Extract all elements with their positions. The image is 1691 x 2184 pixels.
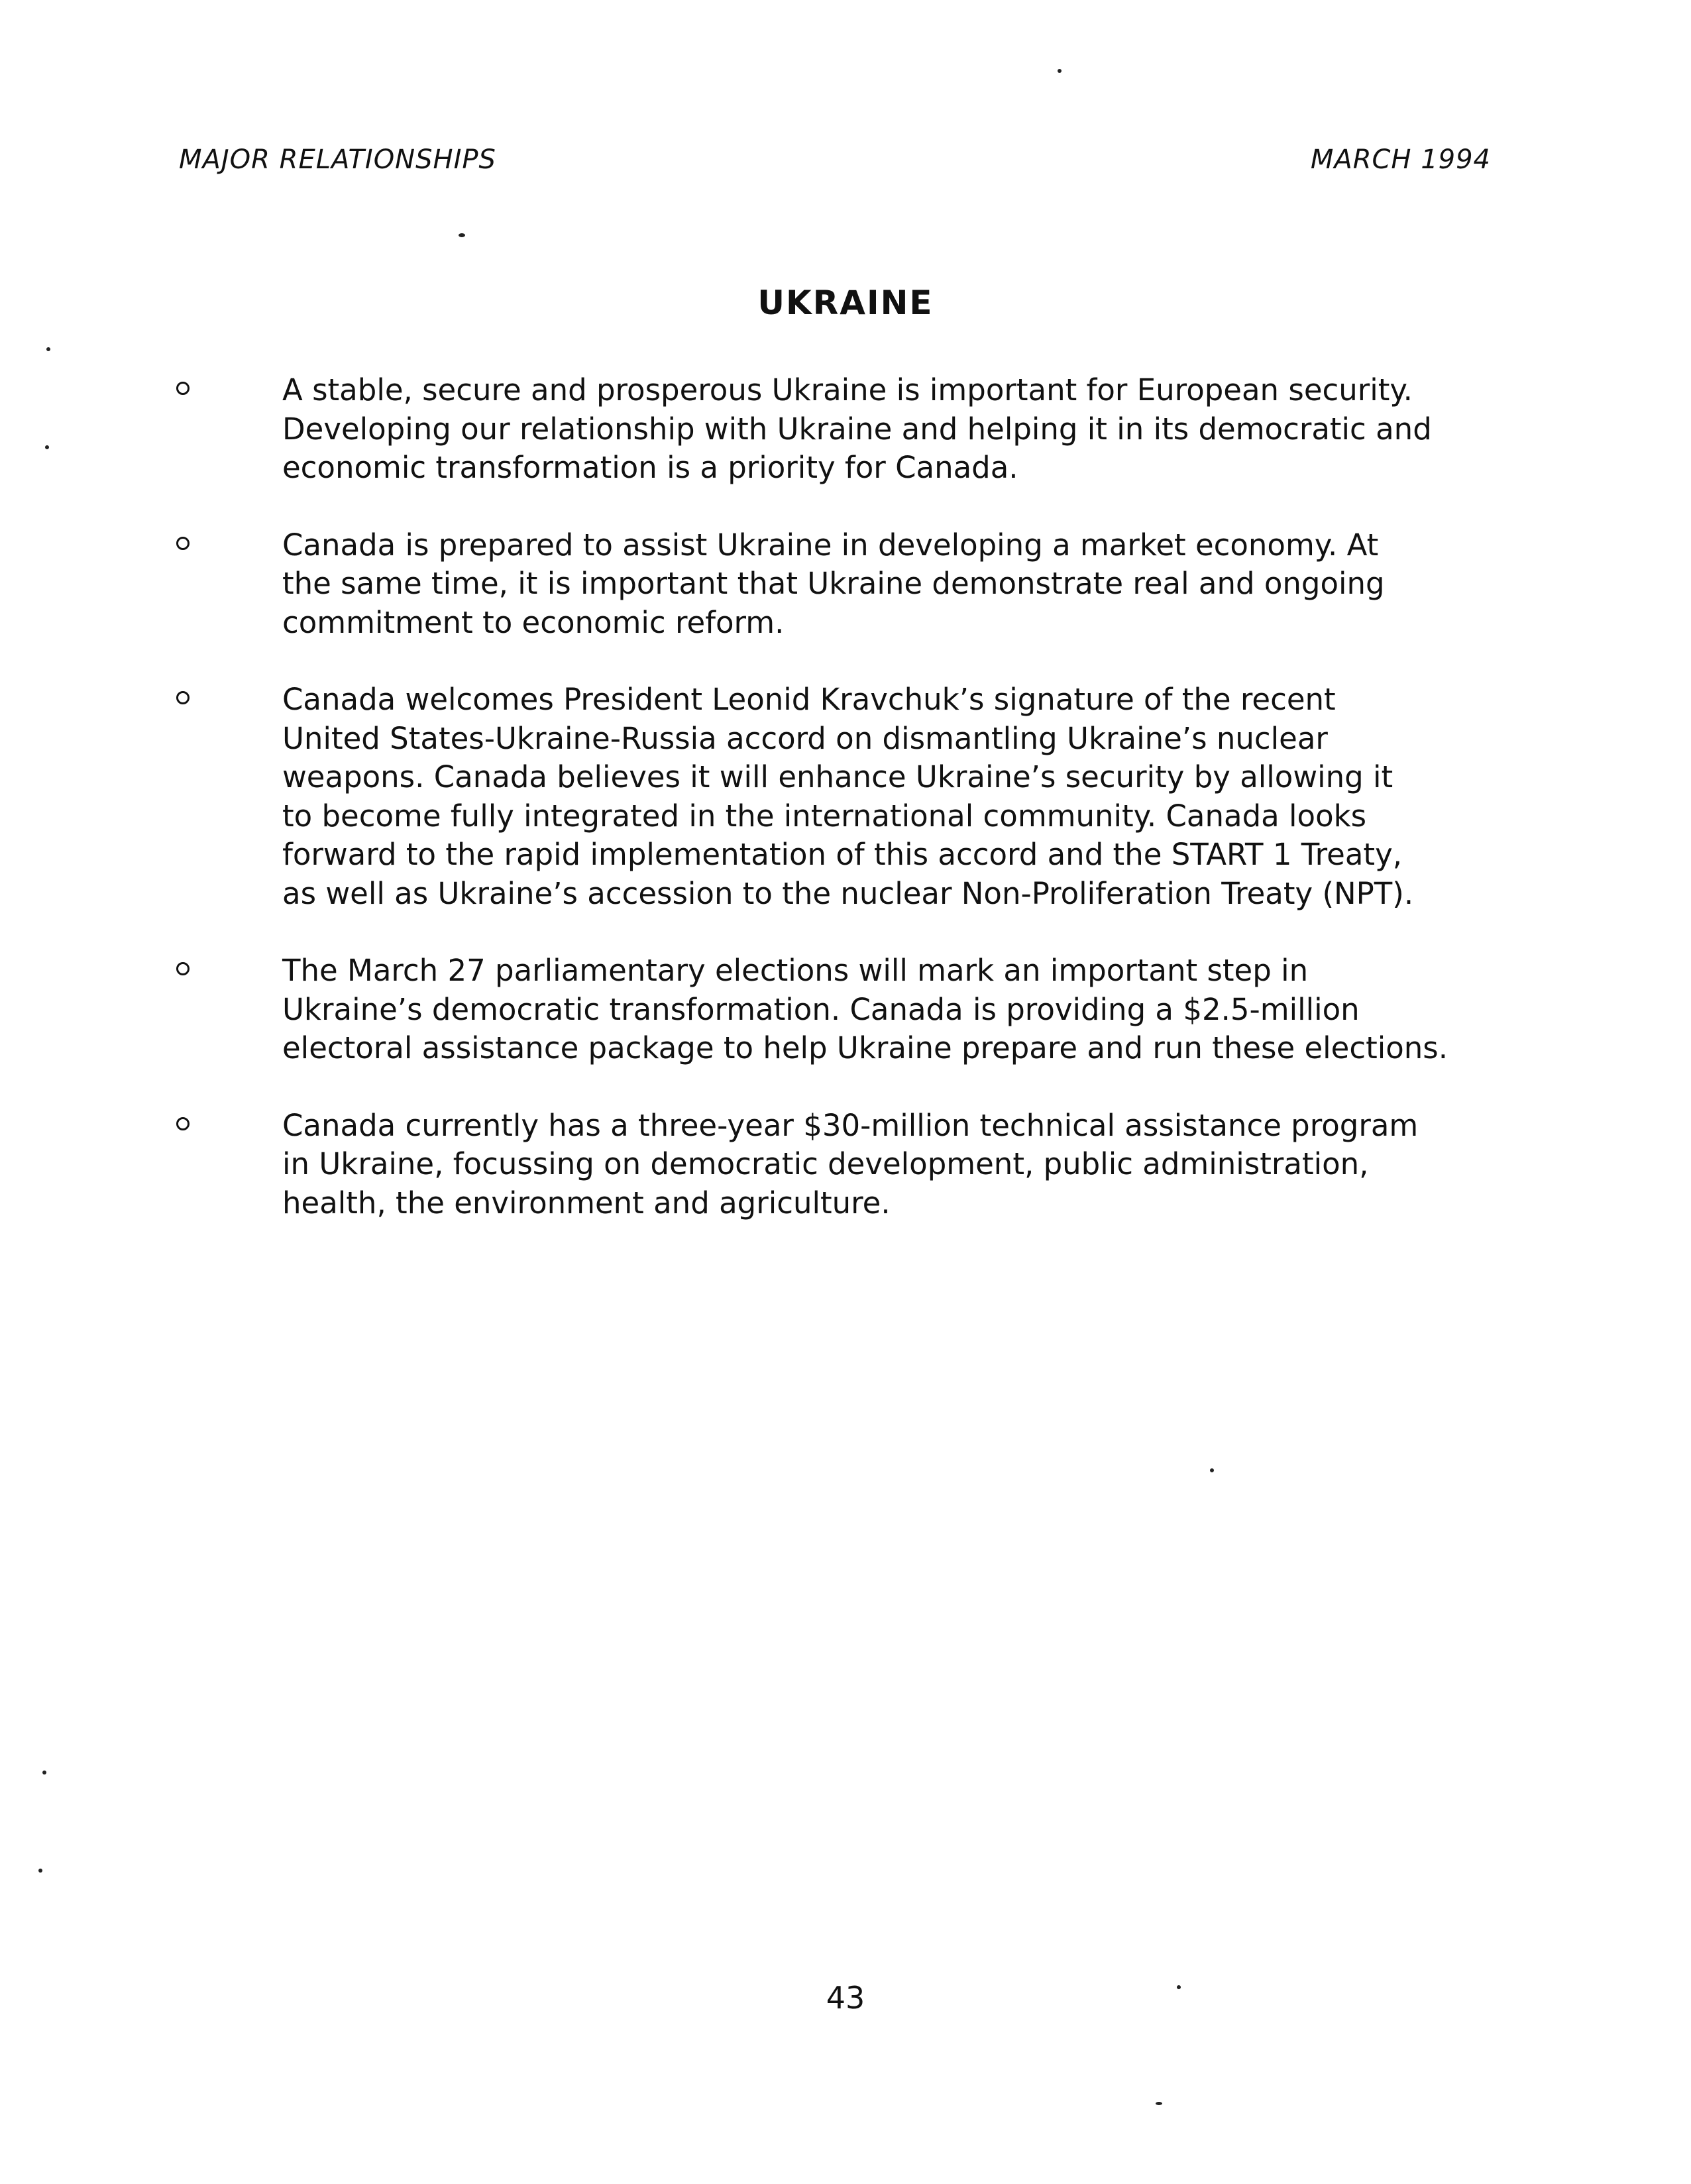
bullet-text-line: economic transformation is a priority for Canada. — [282, 450, 1018, 485]
bullet-circle-icon — [176, 382, 190, 395]
bullet-circle-icon — [176, 537, 190, 550]
bullet-text-line: as well as Ukraine’s accession to the nuclear Non-Proliferation Treaty (NPT). — [282, 875, 1414, 911]
scan-speck — [1210, 1468, 1214, 1472]
running-header-date: MARCH 1994 — [1310, 144, 1491, 175]
bullet-text-line: the same time, it is important that Ukraine demonstrate real and ongoing — [282, 566, 1385, 601]
running-header-section: MAJOR RELATIONSHIPS — [179, 144, 496, 175]
bullet-item — [171, 952, 1496, 1068]
page-title: UKRAINE — [757, 284, 934, 322]
bullet-item — [171, 526, 1496, 643]
bullet-item — [171, 681, 1496, 913]
scan-speck — [1156, 2102, 1162, 2105]
bullet-text-line: commitment to economic reform. — [282, 604, 785, 640]
page-number: 43 — [826, 1980, 865, 2016]
bullet-circle-icon — [176, 962, 190, 975]
bullet-text-line: Canada welcomes President Leonid Kravchuk’s signature of the recent — [282, 682, 1336, 717]
bullet-text-line: in Ukraine, focussing on democratic development, public administration, — [282, 1146, 1369, 1181]
bullet-text-line: forward to the rapid implementation of this accord and the START 1 Treaty, — [282, 837, 1403, 872]
bullet-text-line: to become fully integrated in the international community. Canada looks — [282, 798, 1367, 834]
scan-speck — [1058, 69, 1062, 73]
bullet-text-line: The March 27 parliamentary elections will mark an important step in — [282, 953, 1309, 988]
scan-speck — [38, 1869, 42, 1873]
bullet-list — [171, 371, 1496, 1261]
scan-speck — [42, 1771, 46, 1774]
bullet-text-line: Developing our relationship with Ukraine and helping it in its democratic and — [282, 411, 1432, 447]
bullet-item — [171, 1107, 1496, 1223]
bullet-text-line: health, the environment and agriculture. — [282, 1185, 891, 1221]
bullet-text-line: electoral assistance package to help Ukraine prepare and run these elections. — [282, 1030, 1448, 1065]
bullet-text-line: weapons. Canada believes it will enhance Ukraine’s security by allowing it — [282, 759, 1393, 794]
bullet-text-line: Ukraine’s democratic transformation. Canada is providing a $2.5-million — [282, 991, 1360, 1027]
scan-speck — [1177, 1985, 1181, 1989]
bullet-text-line: A stable, secure and prosperous Ukraine is important for European security. — [282, 372, 1413, 408]
scan-speck — [45, 445, 49, 449]
bullet-text-line: United States-Ukraine-Russia accord on dismantling Ukraine’s nuclear — [282, 720, 1328, 756]
bullet-text-line: Canada currently has a three-year $30-million technical assistance program — [282, 1107, 1419, 1143]
bullet-circle-icon — [176, 1117, 190, 1130]
scan-speck — [46, 347, 50, 351]
bullet-item — [171, 371, 1496, 488]
bullet-text-line: Canada is prepared to assist Ukraine in developing a market economy. At — [282, 527, 1379, 563]
scan-speck — [459, 233, 465, 237]
bullet-circle-icon — [176, 691, 190, 704]
